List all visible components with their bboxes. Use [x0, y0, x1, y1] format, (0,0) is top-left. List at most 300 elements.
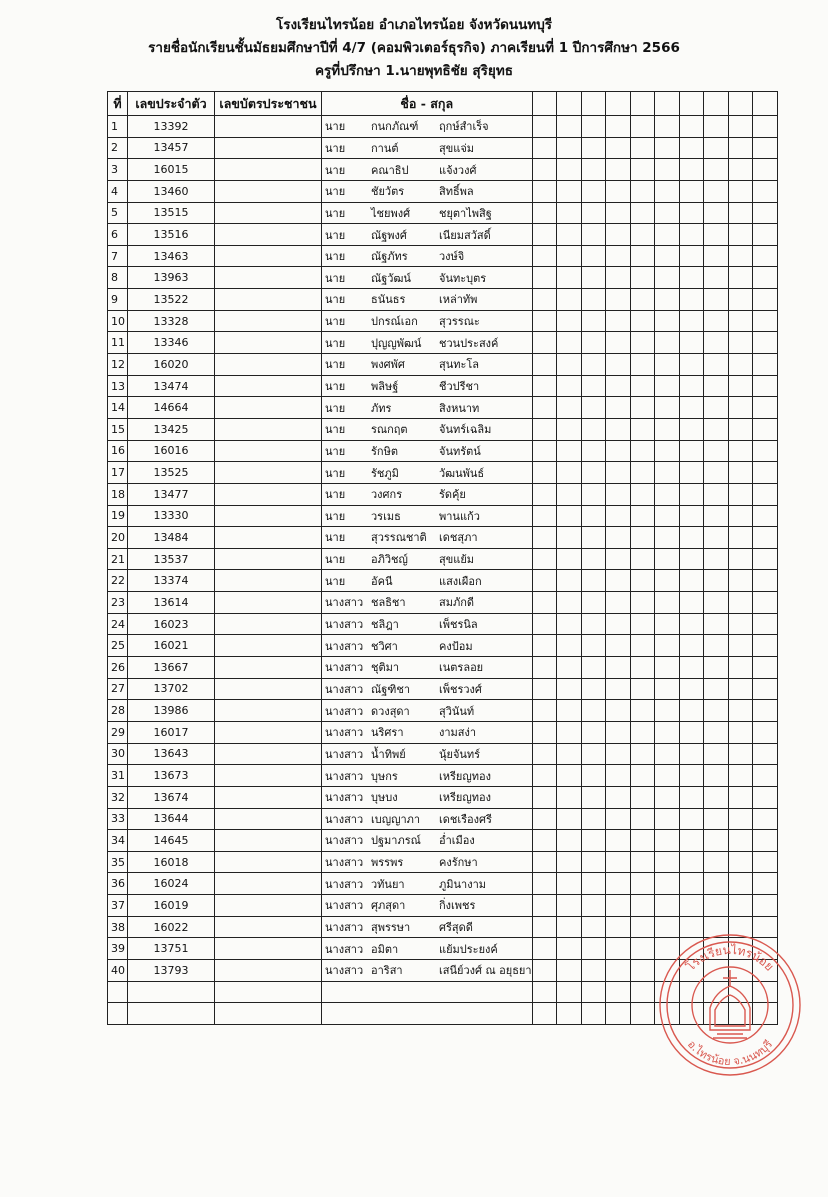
student-id: 13457 — [128, 137, 215, 159]
score-cell — [606, 440, 631, 462]
first-name: กานต์ — [371, 141, 399, 155]
score-column-header — [581, 92, 606, 116]
score-cell — [532, 418, 557, 440]
score-cell — [581, 310, 606, 332]
score-cell — [753, 743, 778, 765]
row-number: 28 — [108, 700, 128, 722]
student-name — [322, 548, 533, 570]
student-name — [322, 613, 533, 635]
student-id: 16021 — [128, 635, 215, 657]
score-cell — [532, 462, 557, 484]
student-name — [322, 808, 533, 830]
score-cell — [581, 202, 606, 224]
name-title: นาย — [325, 250, 346, 264]
score-cell — [753, 548, 778, 570]
row-number: 7 — [108, 245, 128, 267]
score-cell — [581, 440, 606, 462]
score-cell — [630, 721, 655, 743]
first-name: บุษกร — [371, 769, 398, 783]
score-cell — [532, 938, 557, 960]
score-cell — [630, 332, 655, 354]
score-cell — [630, 743, 655, 765]
score-cell — [557, 483, 582, 505]
table-row — [108, 721, 778, 743]
blank-cell — [532, 981, 557, 1003]
table-row — [108, 116, 778, 138]
score-cell — [557, 289, 582, 311]
score-cell — [581, 678, 606, 700]
name-title: นาย — [325, 401, 346, 415]
student-name — [322, 938, 533, 960]
student-id: 14664 — [128, 397, 215, 419]
score-cell — [557, 743, 582, 765]
score-cell — [581, 808, 606, 830]
score-cell — [606, 895, 631, 917]
score-cell — [581, 289, 606, 311]
student-name — [322, 570, 533, 592]
last-name: เหรียญทอง — [439, 769, 491, 783]
advisor-line: ครูที่ปรึกษา 1.นายพุทธิชัย สุริยุทธ — [315, 63, 513, 79]
last-name: จันทรัตน์ — [439, 444, 481, 458]
score-cell — [704, 224, 729, 246]
table-row — [108, 786, 778, 808]
score-cell — [704, 202, 729, 224]
student-name — [322, 289, 533, 311]
blank-cell — [581, 981, 606, 1003]
last-name: สุวรรณะ — [439, 315, 480, 329]
score-cell — [728, 808, 753, 830]
score-cell — [557, 700, 582, 722]
last-name: อ่ำเมือง — [439, 834, 475, 848]
national-id — [215, 916, 322, 938]
score-cell — [606, 721, 631, 743]
last-name: แย้มประยงค์ — [439, 942, 498, 956]
name-title: นางสาว — [325, 812, 364, 826]
row-number: 36 — [108, 873, 128, 895]
score-cell — [753, 159, 778, 181]
last-name: เพ็ชรนิล — [439, 618, 478, 632]
last-name: วัฒนพันธ์ — [439, 466, 485, 480]
name-title: นาย — [325, 574, 346, 588]
score-cell — [655, 613, 680, 635]
first-name: ธนันธร — [371, 293, 406, 307]
score-cell — [606, 765, 631, 787]
blank-cell — [557, 1003, 582, 1025]
national-id — [215, 202, 322, 224]
score-cell — [655, 765, 680, 787]
student-id: 13525 — [128, 462, 215, 484]
score-cell — [753, 786, 778, 808]
first-name: ชัยวัตร — [371, 185, 405, 199]
score-cell — [655, 245, 680, 267]
score-cell — [728, 592, 753, 614]
score-cell — [728, 851, 753, 873]
score-cell — [630, 700, 655, 722]
score-cell — [581, 721, 606, 743]
first-name: วทันยา — [371, 877, 405, 891]
score-cell — [655, 116, 680, 138]
student-id: 13328 — [128, 310, 215, 332]
score-cell — [704, 375, 729, 397]
student-id: 13643 — [128, 743, 215, 765]
score-cell — [704, 310, 729, 332]
student-name — [322, 397, 533, 419]
student-id: 13702 — [128, 678, 215, 700]
last-name: สิทธิ์พล — [439, 185, 474, 199]
last-name: ศรีสุดดี — [439, 921, 473, 935]
last-name: จันทะบุตร — [439, 271, 487, 285]
score-cell — [655, 873, 680, 895]
score-cell — [655, 159, 680, 181]
national-id — [215, 873, 322, 895]
score-cell — [728, 765, 753, 787]
first-name: รักษิต — [371, 444, 398, 458]
score-cell — [606, 159, 631, 181]
score-cell — [753, 418, 778, 440]
last-name: เนตรลอย — [439, 661, 484, 675]
row-number: 27 — [108, 678, 128, 700]
row-number: 20 — [108, 527, 128, 549]
student-id: 13425 — [128, 418, 215, 440]
name-title: นาย — [325, 531, 346, 545]
blank-cell — [532, 1003, 557, 1025]
score-column-header — [606, 92, 631, 116]
national-id — [215, 700, 322, 722]
score-cell — [557, 895, 582, 917]
score-cell — [679, 202, 704, 224]
last-name: ภูมินางาม — [439, 877, 486, 891]
student-id: 13346 — [128, 332, 215, 354]
header-student-id: เลขประจำตัว — [128, 92, 215, 116]
score-cell — [606, 830, 631, 852]
score-cell — [532, 743, 557, 765]
table-header-row — [108, 92, 778, 116]
student-name — [322, 721, 533, 743]
score-cell — [728, 267, 753, 289]
score-cell — [704, 159, 729, 181]
row-number: 11 — [108, 332, 128, 354]
student-name — [322, 527, 533, 549]
score-cell — [679, 267, 704, 289]
score-cell — [630, 354, 655, 376]
name-title: นาย — [325, 336, 346, 350]
score-cell — [581, 418, 606, 440]
score-cell — [630, 116, 655, 138]
score-cell — [679, 505, 704, 527]
score-cell — [532, 137, 557, 159]
row-number: 37 — [108, 895, 128, 917]
score-cell — [728, 397, 753, 419]
score-cell — [655, 267, 680, 289]
first-name: ณัฐพงศ์ — [371, 228, 407, 242]
student-id: 16019 — [128, 895, 215, 917]
score-cell — [630, 830, 655, 852]
name-title: นาย — [325, 271, 346, 285]
national-id — [215, 959, 322, 981]
score-cell — [606, 116, 631, 138]
student-id: 13515 — [128, 202, 215, 224]
score-cell — [655, 527, 680, 549]
national-id — [215, 721, 322, 743]
score-cell — [557, 180, 582, 202]
student-name — [322, 743, 533, 765]
score-cell — [557, 116, 582, 138]
name-title: นางสาว — [325, 618, 364, 632]
score-cell — [557, 613, 582, 635]
row-number: 33 — [108, 808, 128, 830]
student-name — [322, 483, 533, 505]
row-number: 17 — [108, 462, 128, 484]
table-row — [108, 830, 778, 852]
name-title: นางสาว — [325, 661, 364, 675]
row-number: 38 — [108, 916, 128, 938]
national-id — [215, 635, 322, 657]
national-id — [215, 332, 322, 354]
score-cell — [655, 786, 680, 808]
last-name: เสนีย์วงศ์ ณ อยุธยา — [439, 964, 532, 978]
student-name — [322, 592, 533, 614]
student-name — [322, 700, 533, 722]
table-row — [108, 375, 778, 397]
name-title: นาย — [325, 466, 346, 480]
first-name: สุวรรณชาติ — [371, 531, 427, 545]
first-name: ปฐมาภรณ์ — [371, 834, 421, 848]
national-id — [215, 895, 322, 917]
first-name: ปุญญพัฒน์ — [371, 336, 422, 350]
score-cell — [630, 159, 655, 181]
student-name — [322, 873, 533, 895]
score-cell — [630, 505, 655, 527]
score-cell — [679, 116, 704, 138]
last-name: เนียมสวัสดิ์ — [439, 228, 491, 242]
first-name: น้ำทิพย์ — [371, 747, 406, 761]
first-name: บุษบง — [371, 791, 398, 805]
score-cell — [728, 224, 753, 246]
score-cell — [557, 440, 582, 462]
score-cell — [704, 548, 729, 570]
score-cell — [728, 116, 753, 138]
score-cell — [753, 808, 778, 830]
score-cell — [557, 310, 582, 332]
table-row — [108, 613, 778, 635]
national-id — [215, 245, 322, 267]
student-id: 13614 — [128, 592, 215, 614]
score-cell — [728, 332, 753, 354]
score-cell — [606, 505, 631, 527]
score-column-header — [630, 92, 655, 116]
score-cell — [753, 245, 778, 267]
score-cell — [606, 245, 631, 267]
score-cell — [728, 527, 753, 549]
score-cell — [679, 332, 704, 354]
name-title: นาย — [325, 488, 346, 502]
score-cell — [557, 462, 582, 484]
score-cell — [606, 700, 631, 722]
blank-cell — [108, 1003, 128, 1025]
score-cell — [655, 289, 680, 311]
score-cell — [532, 959, 557, 981]
table-row — [108, 202, 778, 224]
first-name: รณกฤต — [371, 423, 408, 437]
score-cell — [606, 137, 631, 159]
score-column-header — [679, 92, 704, 116]
table-row — [108, 527, 778, 549]
score-cell — [557, 267, 582, 289]
first-name: ศุภสุดา — [371, 899, 406, 913]
row-number: 10 — [108, 310, 128, 332]
score-cell — [655, 418, 680, 440]
score-cell — [557, 721, 582, 743]
student-name — [322, 505, 533, 527]
first-name: วงศกร — [371, 488, 403, 502]
score-cell — [630, 224, 655, 246]
score-cell — [606, 657, 631, 679]
name-title: นางสาว — [325, 747, 364, 761]
score-cell — [532, 483, 557, 505]
score-cell — [704, 527, 729, 549]
score-cell — [581, 462, 606, 484]
table-row — [108, 224, 778, 246]
student-id: 13751 — [128, 938, 215, 960]
score-cell — [557, 354, 582, 376]
score-cell — [679, 592, 704, 614]
first-name: ชวิศา — [371, 639, 398, 653]
row-number: 30 — [108, 743, 128, 765]
table-row — [108, 267, 778, 289]
score-cell — [630, 613, 655, 635]
score-cell — [753, 224, 778, 246]
last-name: สุขแจ่ม — [439, 141, 475, 155]
first-name: พงศพัศ — [371, 358, 405, 372]
score-cell — [679, 527, 704, 549]
name-title: นางสาว — [325, 899, 364, 913]
score-cell — [557, 397, 582, 419]
score-cell — [753, 375, 778, 397]
first-name: ชุติมา — [371, 661, 400, 675]
table-row — [108, 159, 778, 181]
score-cell — [630, 440, 655, 462]
table-row — [108, 851, 778, 873]
score-cell — [679, 440, 704, 462]
row-number: 39 — [108, 938, 128, 960]
score-cell — [606, 180, 631, 202]
score-cell — [581, 657, 606, 679]
score-cell — [753, 527, 778, 549]
national-id — [215, 613, 322, 635]
score-cell — [606, 808, 631, 830]
score-cell — [606, 462, 631, 484]
score-cell — [606, 483, 631, 505]
last-name: เหรียญทอง — [439, 791, 491, 805]
score-cell — [532, 310, 557, 332]
table-row — [108, 289, 778, 311]
score-cell — [606, 916, 631, 938]
score-cell — [581, 743, 606, 765]
score-cell — [557, 548, 582, 570]
name-title: นาย — [325, 120, 346, 134]
score-cell — [704, 895, 729, 917]
blank-cell — [322, 1003, 533, 1025]
score-cell — [704, 830, 729, 852]
score-cell — [557, 137, 582, 159]
score-cell — [532, 808, 557, 830]
last-name: เดชสุภา — [439, 531, 478, 545]
first-name: รัชภูมิ — [371, 466, 399, 480]
score-cell — [655, 830, 680, 852]
score-cell — [532, 375, 557, 397]
score-cell — [655, 505, 680, 527]
table-row — [108, 462, 778, 484]
score-cell — [532, 830, 557, 852]
score-cell — [606, 202, 631, 224]
score-cell — [728, 786, 753, 808]
table-row — [108, 245, 778, 267]
last-name: จันทร์เฉลิม — [439, 423, 492, 437]
national-id — [215, 808, 322, 830]
table-row — [108, 635, 778, 657]
student-name — [322, 635, 533, 657]
score-cell — [557, 808, 582, 830]
blank-cell — [630, 981, 655, 1003]
score-cell — [532, 224, 557, 246]
score-cell — [655, 224, 680, 246]
student-name — [322, 440, 533, 462]
student-id: 16023 — [128, 613, 215, 635]
row-number: 19 — [108, 505, 128, 527]
score-cell — [704, 678, 729, 700]
last-name: ชีวปรีชา — [439, 380, 480, 393]
score-cell — [679, 137, 704, 159]
score-cell — [532, 548, 557, 570]
name-title: นาย — [325, 509, 346, 523]
first-name: พรรพร — [371, 856, 404, 870]
student-name — [322, 765, 533, 787]
score-cell — [606, 678, 631, 700]
name-title: นางสาว — [325, 596, 364, 610]
score-cell — [557, 332, 582, 354]
score-cell — [679, 548, 704, 570]
last-name: สุนทะโล — [439, 358, 480, 372]
score-cell — [630, 570, 655, 592]
table-row — [108, 332, 778, 354]
class-title: รายชื่อนักเรียนชั้นมัธยมศึกษาปีที่ 4/7 (คอมพิวเตอร์ธุรกิจ) ภาคเรียนที่ 1 ปีการศึกษา 2566 — [148, 40, 680, 56]
name-title: นาย — [325, 380, 346, 393]
score-cell — [704, 354, 729, 376]
score-cell — [606, 397, 631, 419]
score-cell — [679, 418, 704, 440]
score-cell — [728, 721, 753, 743]
score-cell — [655, 483, 680, 505]
student-id: 13963 — [128, 267, 215, 289]
name-title: นางสาว — [325, 877, 364, 891]
score-cell — [753, 397, 778, 419]
last-name: รัดคุ้ย — [439, 488, 466, 502]
score-cell — [728, 700, 753, 722]
score-cell — [532, 116, 557, 138]
national-id — [215, 938, 322, 960]
score-cell — [679, 851, 704, 873]
blank-cell — [557, 981, 582, 1003]
score-cell — [753, 592, 778, 614]
score-cell — [728, 635, 753, 657]
score-cell — [728, 895, 753, 917]
score-cell — [581, 548, 606, 570]
score-cell — [532, 700, 557, 722]
student-id: 13374 — [128, 570, 215, 592]
table-row — [108, 808, 778, 830]
score-cell — [704, 570, 729, 592]
score-cell — [581, 159, 606, 181]
